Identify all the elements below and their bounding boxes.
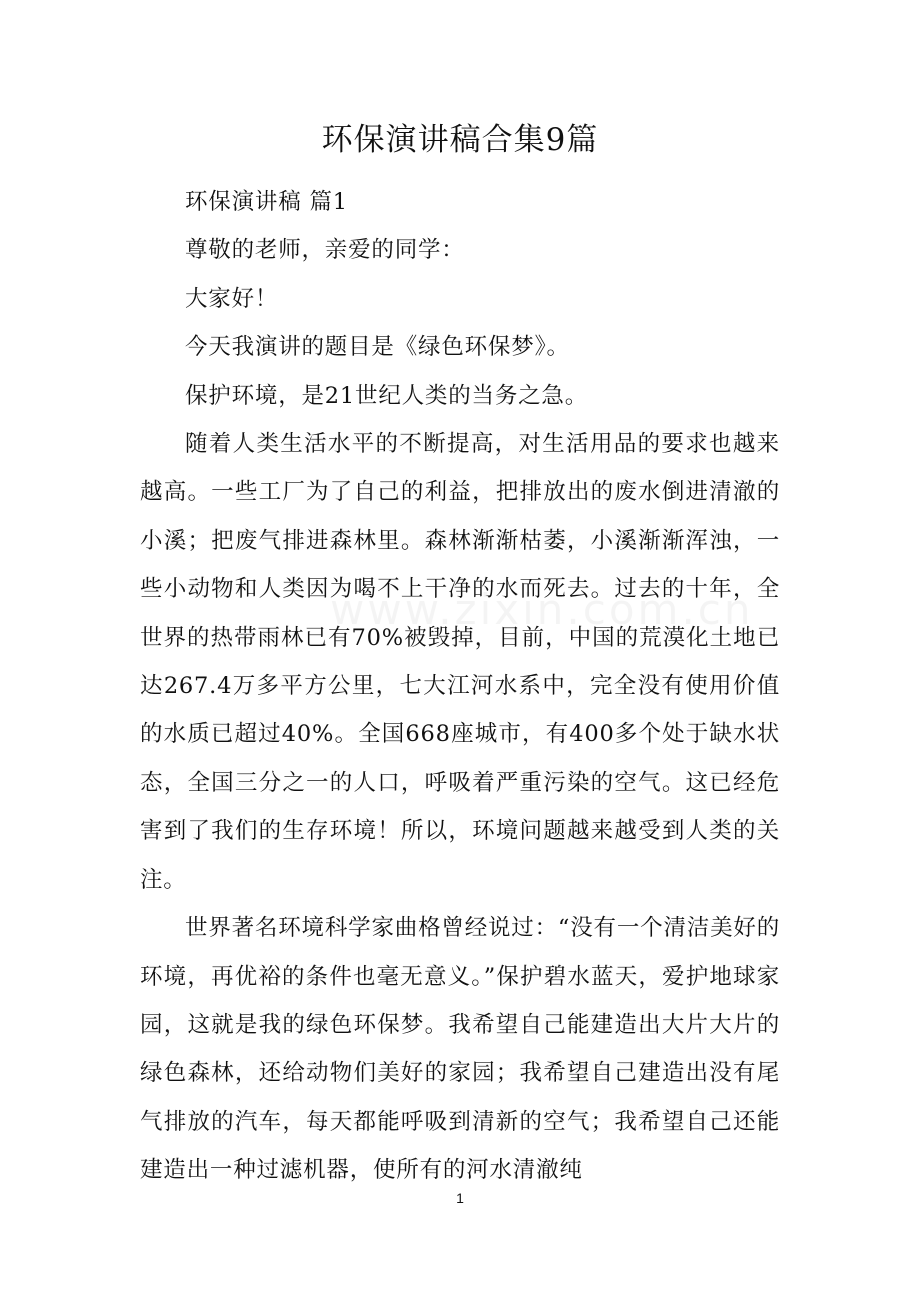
document-title: 环保演讲稿合集9篇: [321, 122, 599, 158]
section-heading: 环保演讲稿 篇1: [185, 189, 348, 215]
salutation-paragraph: 尊敬的老师，亲爱的同学：: [185, 237, 465, 264]
page-number: 1: [456, 1190, 464, 1206]
body-paragraph: 世界著名环境科学家曲格曾经说过：“没有一个清洁美好的环境，再优裕的条件也毫无意义。”保护碧水蓝天，爱护地球家园，这就是我的绿色环保梦。我希望自己能建造出大片大片的绿色森林，还给动物们美好的家园；我希望自己建造出没有尾气排放的汽车，每天都能呼吸到清新的空气；我希望自己还能建造出一种过滤机器，使所有的河水清澈纯: [140, 915, 780, 1184]
intro-paragraph: 保护环境，是21世纪人类的当务之急。: [185, 382, 589, 409]
topic-paragraph: 今天我演讲的题目是《绿色环保梦》。: [185, 334, 570, 361]
document-body: [140, 178, 780, 1195]
body-paragraph: 随着人类生活水平的不断提高，对生活用品的要求也越来越高。一些工厂为了自己的利益，把排放出的废水倒进清澈的小溪；把废气排进森林里。森林渐渐枯萎，小溪渐渐浑浊，一些小动物和人类因为喝不上干净的水而死去。过去的十年，全世界的热带雨林已有70%被毁掉，目前，中国的荒漠化土地已达267.4万多平方公里，七大江河水系中，完全没有使用价值的水质已超过40%。全国668座城市，有400多个处于缺水状态，全国三分之一的人口，呼吸着严重污染的空气。这已经危害到了我们的生存环境！所以，环境问题越来越受到人类的关注。: [140, 431, 780, 893]
greeting-paragraph: 大家好！: [185, 285, 279, 312]
